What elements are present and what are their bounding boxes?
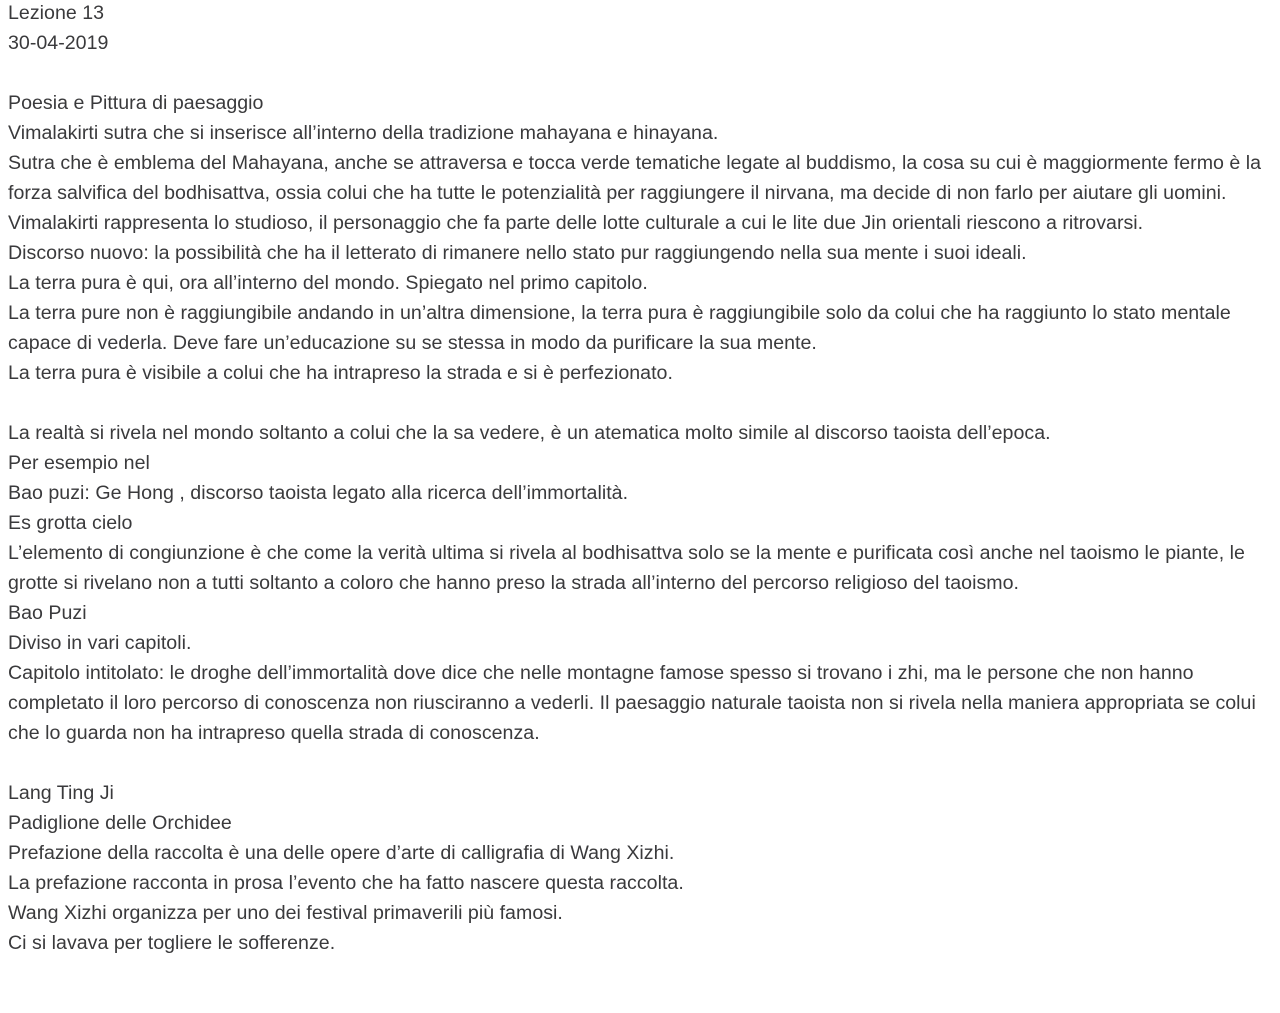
- note-paragraph: L’elemento di congiunzione è che come la verità ultima si rivela al bodhisattva solo se la mente e purificata così anche nel taoismo le piante, le grotte si rivelano non a tutti soltanto a coloro che hanno preso la strada all’interno del percorso religioso del taoismo.: [8, 542, 1245, 594]
- blank-line: [8, 748, 1270, 778]
- note-body[interactable]: [8, 0, 1270, 958]
- note-line: Per esempio nel: [8, 452, 150, 474]
- note-line: Vimalakirti rappresenta lo studioso, il personaggio che fa parte delle lotte culturale a cui le lite due Jin orientali riescono a ritrovarsi.: [8, 212, 1144, 234]
- note-line: La realtà si rivela nel mondo soltanto a colui che la sa vedere, è un atematica molto simile al discorso taoista dell’epoca.: [8, 422, 1051, 444]
- note-line: Ci si lavava per togliere le sofferenze.: [8, 932, 336, 954]
- note-line-date: 30-04-2019: [8, 32, 109, 54]
- note-line: La terra pura è qui, ora all’interno del mondo. Spiegato nel primo capitolo.: [8, 272, 648, 294]
- note-line-topic-title: Poesia e Pittura di paesaggio: [8, 92, 264, 114]
- note-paragraph: Capitolo intitolato: le droghe dell’immortalità dove dice che nelle montagne famose spesso si trovano i zhi, ma le persone che non hanno completato il loro percorso di conoscenza non riusciranno a vederli. Il paesaggio naturale taoista non si rivela nella maniera appropriata se colui che lo guarda non ha intrapreso quella strada di conoscenza.: [8, 662, 1256, 744]
- note-line: Padiglione delle Orchidee: [8, 812, 232, 834]
- note-line: Prefazione della raccolta è una delle opere d’arte di calligrafia di Wang Xizhi.: [8, 842, 675, 864]
- note-line: La terra pura è visibile a colui che ha intrapreso la strada e si è perfezionato.: [8, 362, 673, 384]
- note-line: Diviso in vari capitoli.: [8, 632, 192, 654]
- note-line: Discorso nuovo: la possibilità che ha il letterato di rimanere nello stato pur raggiungendo nella sua mente i suoi ideali.: [8, 242, 1027, 264]
- blank-line: [8, 58, 1270, 88]
- note-paragraph: La terra pure non è raggiungibile andando in un’altra dimensione, la terra pura è raggiungibile solo da colui che ha raggiunto lo stato mentale capace di vederla. Deve fare un’educazione su se stessa in modo da purificare la sua mente.: [8, 302, 1231, 354]
- note-line-section-title: Lang Ting Ji: [8, 782, 114, 804]
- note-paragraph: Sutra che è emblema del Mahayana, anche se attraversa e tocca verde tematiche legate al buddismo, la cosa su cui è maggiormente fermo è la forza salvifica del bodhisattva, ossia colui che ha tutte le potenzialità per raggiungere il nirvana, ma decide di non farlo per aiutare gli uomini.: [8, 152, 1262, 204]
- note-line: Bao puzi: Ge Hong , discorso taoista legato alla ricerca dell’immortalità.: [8, 482, 629, 504]
- note-line: La prefazione racconta in prosa l’evento che ha fatto nascere questa raccolta.: [8, 872, 684, 894]
- note-line: Es grotta cielo: [8, 512, 133, 534]
- note-line: Bao Puzi: [8, 602, 87, 624]
- note-line: Wang Xizhi organizza per uno dei festival primaverili più famosi.: [8, 902, 563, 924]
- note-line: Vimalakirti sutra che si inserisce all’interno della tradizione mahayana e hinayana.: [8, 122, 719, 144]
- note-line-lesson-title: Lezione 13: [8, 2, 105, 24]
- blank-line: [8, 388, 1270, 418]
